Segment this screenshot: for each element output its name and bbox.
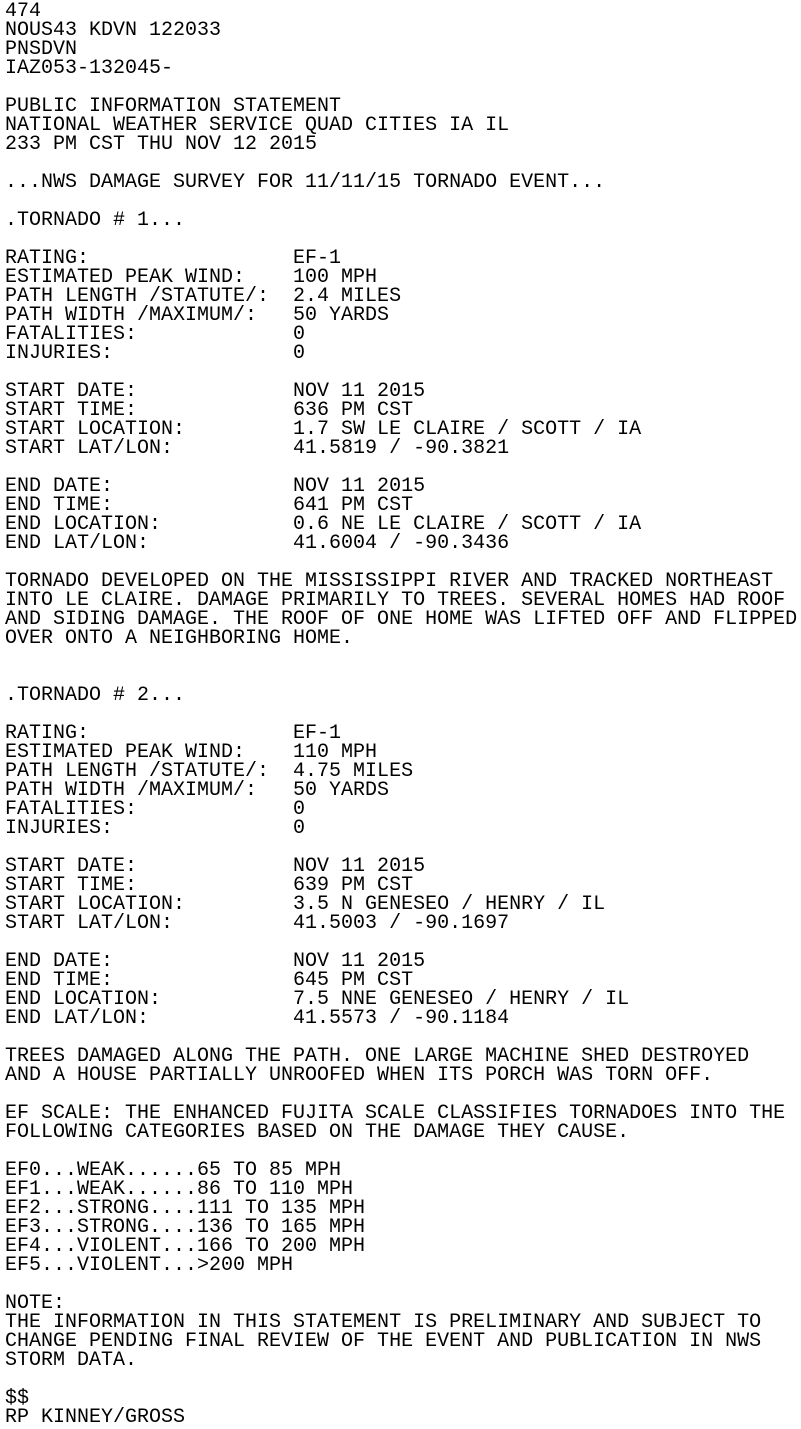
statement-line: START TIME: 639 PM CST [5, 874, 414, 897]
statement-line: OVER ONTO A NEIGHBORING HOME. [5, 627, 354, 650]
statement-line: INJURIES: 0 [5, 342, 306, 365]
statement-line: EF0...WEAK......65 TO 85 MPH [5, 1159, 342, 1182]
statement-line: EF SCALE: THE ENHANCED FUJITA SCALE CLASSIFIES TORNADOES INTO THE [5, 1102, 786, 1125]
statement-line: NOUS43 KDVN 122033 [5, 19, 222, 42]
statement-line: .TORNADO # 2... [5, 684, 186, 707]
statement-line: THE INFORMATION IN THIS STATEMENT IS PRELIMINARY AND SUBJECT TO [5, 1311, 762, 1334]
statement-line: PATH LENGTH /STATUTE/: 2.4 MILES [5, 285, 402, 308]
statement-line: AND SIDING DAMAGE. THE ROOF OF ONE HOME WAS LIFTED OFF AND FLIPPED [5, 608, 798, 631]
statement-line: AND A HOUSE PARTIALLY UNROOFED WHEN ITS PORCH WAS TORN OFF. [5, 1064, 714, 1087]
statement-line: INTO LE CLAIRE. DAMAGE PRIMARILY TO TREES. SEVERAL HOMES HAD ROOF [5, 589, 786, 612]
statement-line: END DATE: NOV 11 2015 [5, 950, 426, 973]
statement-line: ESTIMATED PEAK WIND: 110 MPH [5, 741, 378, 764]
statement-line: 233 PM CST THU NOV 12 2015 [5, 133, 318, 156]
statement-line: START LAT/LON: 41.5819 / -90.3821 [5, 437, 510, 460]
statement-line: START DATE: NOV 11 2015 [5, 855, 426, 878]
statement-line: EF2...STRONG....111 TO 135 MPH [5, 1197, 366, 1220]
statement-line: FATALITIES: 0 [5, 323, 306, 346]
statement-line: END DATE: NOV 11 2015 [5, 475, 426, 498]
statement-line: RATING: EF-1 [5, 722, 342, 745]
statement-line: EF1...WEAK......86 TO 110 MPH [5, 1178, 354, 1201]
statement-line: NATIONAL WEATHER SERVICE QUAD CITIES IA IL [5, 114, 510, 137]
statement-line: END TIME: 641 PM CST [5, 494, 414, 517]
statement-line: PATH WIDTH /MAXIMUM/: 50 YARDS [5, 779, 390, 802]
statement-line: CHANGE PENDING FINAL REVIEW OF THE EVENT AND PUBLICATION IN NWS [5, 1330, 762, 1353]
statement-line [5, 1275, 801, 1294]
statement-line: END LAT/LON: 41.5573 / -90.1184 [5, 1007, 510, 1030]
statement-line: PUBLIC INFORMATION STATEMENT [5, 95, 342, 118]
statement-line: $$ [5, 1387, 30, 1410]
statement-line: END LAT/LON: 41.6004 / -90.3436 [5, 532, 510, 555]
statement-line: PNSDVN [5, 38, 78, 61]
statement-line: START LOCATION: 1.7 SW LE CLAIRE / SCOTT / IA [5, 418, 642, 441]
statement-line: EF3...STRONG....136 TO 165 MPH [5, 1216, 366, 1239]
statement-line: START TIME: 636 PM CST [5, 399, 414, 422]
statement-line: .TORNADO # 1... [5, 209, 186, 232]
statement-line: RATING: EF-1 [5, 247, 342, 270]
statement-line: INJURIES: 0 [5, 817, 306, 840]
statement-line [5, 1370, 801, 1389]
statement-line: TREES DAMAGED ALONG THE PATH. ONE LARGE MACHINE SHED DESTROYED [5, 1045, 750, 1068]
statement-line: STORM DATA. [5, 1349, 138, 1372]
statement-line: FATALITIES: 0 [5, 798, 306, 821]
statement-line: ...NWS DAMAGE SURVEY FOR 11/11/15 TORNADO EVENT... [5, 171, 606, 194]
statement-line: IAZ053-132045- [5, 57, 174, 80]
statement-line: START LOCATION: 3.5 N GENESEO / HENRY / IL [5, 893, 606, 916]
statement-line: EF4...VIOLENT...166 TO 200 MPH [5, 1235, 366, 1258]
statement-line [5, 648, 801, 667]
statement-line: RP KINNEY/GROSS [5, 1406, 186, 1429]
statement-line: START LAT/LON: 41.5003 / -90.1697 [5, 912, 510, 935]
statement-line: ESTIMATED PEAK WIND: 100 MPH [5, 266, 378, 289]
statement-line: NOTE: [5, 1292, 66, 1315]
statement-line: PATH WIDTH /MAXIMUM/: 50 YARDS [5, 304, 390, 327]
statement-line: END LOCATION: 0.6 NE LE CLAIRE / SCOTT / IA [5, 513, 642, 536]
statement-line: FOLLOWING CATEGORIES BASED ON THE DAMAGE THEY CAUSE. [5, 1121, 630, 1144]
statement-line: EF5...VIOLENT...>200 MPH [5, 1254, 294, 1277]
statement-line: END LOCATION: 7.5 NNE GENESEO / HENRY / IL [5, 988, 630, 1011]
statement-line: END TIME: 645 PM CST [5, 969, 414, 992]
statement-line: PATH LENGTH /STATUTE/: 4.75 MILES [5, 760, 414, 783]
statement-line: TORNADO DEVELOPED ON THE MISSISSIPPI RIVER AND TRACKED NORTHEAST [5, 570, 774, 593]
statement-line: 474 [5, 0, 42, 23]
statement-line: START DATE: NOV 11 2015 [5, 380, 426, 403]
